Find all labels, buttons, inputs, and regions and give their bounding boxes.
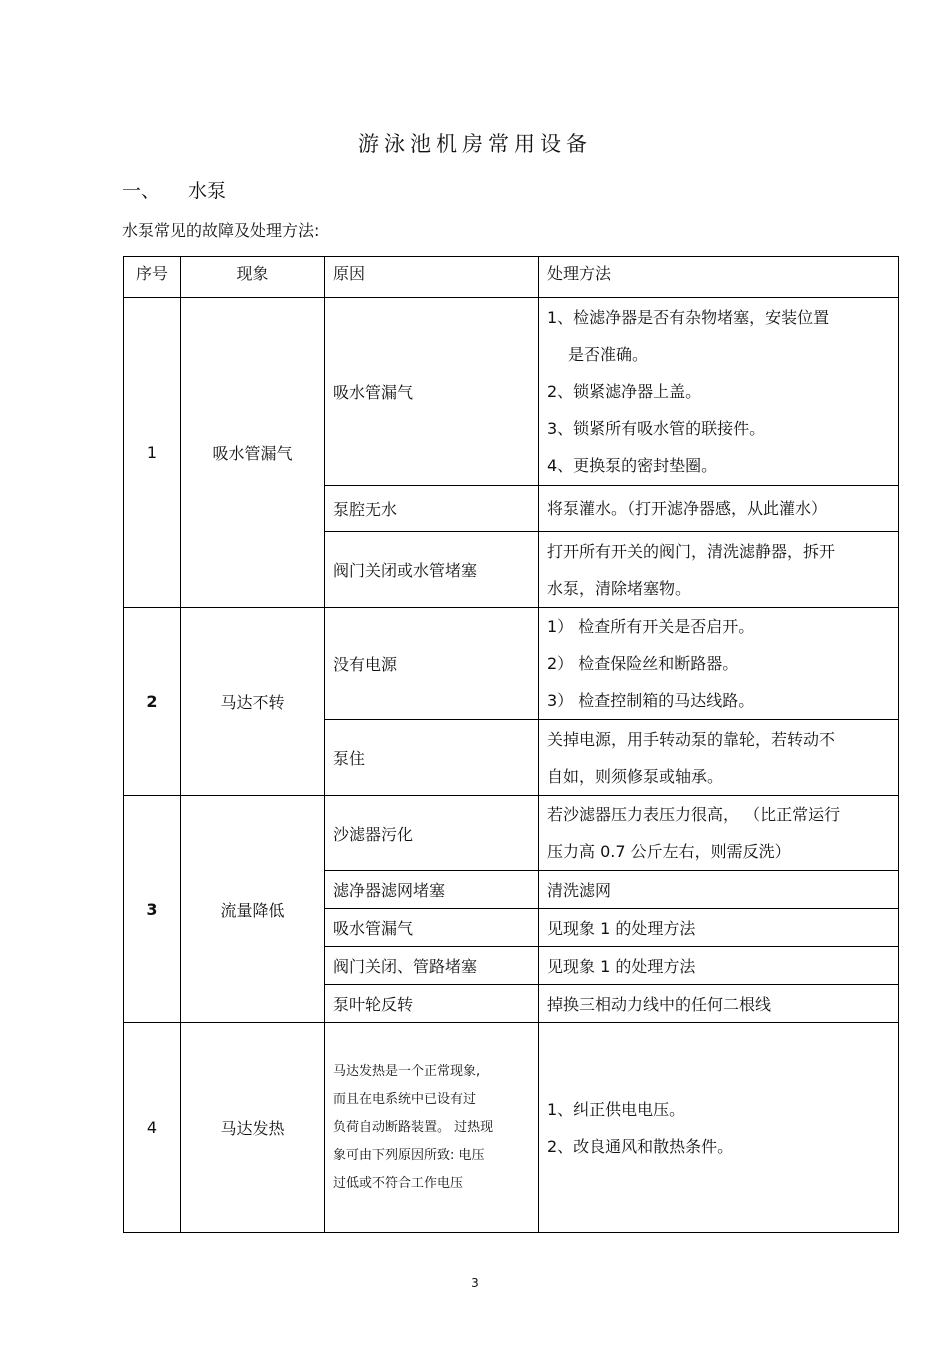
cause-line: 而且在电系统中已设有过	[333, 1091, 477, 1107]
fault-table	[123, 256, 899, 1233]
fix-cell	[539, 1023, 899, 1233]
cause-cell: 泵住	[325, 720, 539, 796]
header-cause: 原因	[325, 257, 539, 298]
group-3-phenomenon: 流量降低	[181, 796, 325, 1023]
fix-cell: 掉换三相动力线中的任何二根线	[539, 985, 899, 1023]
fix-cell: 见现象 1 的处理方法	[539, 947, 899, 985]
fix-line: 3、锁紧所有吸水管的联接件。	[547, 419, 766, 438]
cause-cell: 泵腔无水	[325, 486, 539, 532]
cause-cell: 泵叶轮反转	[325, 985, 539, 1023]
fix-line: 将泵灌水。（打开滤净器感，从此灌水）	[547, 499, 828, 518]
header-phenomenon: 现象	[181, 257, 325, 298]
table-header-row	[124, 257, 899, 298]
page-number: 3	[471, 1276, 479, 1290]
header-seq: 序号	[124, 257, 181, 298]
group-4-phenomenon: 马达发热	[181, 1023, 325, 1233]
cause-line: 过低或不符合工作电压	[333, 1175, 464, 1191]
fix-line: 1、检滤净器是否有杂物堵塞，安装位置	[547, 308, 830, 327]
group-3-seq: 3	[124, 796, 181, 1023]
section-number: 一、	[122, 180, 161, 202]
cause-line: 负荷自动断路装置。 过热现	[333, 1119, 494, 1135]
fix-cell	[539, 608, 899, 720]
fix-line: 2、锁紧滤净器上盖。	[547, 382, 702, 401]
cause-line: 象可由下列原因所致: 电压	[333, 1147, 485, 1163]
cause-cell	[325, 1023, 539, 1233]
cause-cell: 阀门关闭或水管堵塞	[325, 532, 539, 608]
fix-line: 是否准确。	[568, 345, 649, 364]
page-title: 游泳池机房常用设备	[358, 132, 592, 156]
table-row	[124, 796, 899, 871]
group-4-seq: 4	[124, 1023, 181, 1233]
group-2-phenomenon: 马达不转	[181, 608, 325, 796]
fix-cell: 见现象 1 的处理方法	[539, 909, 899, 947]
fix-line: 压力高 0.7 公斤左右，则需反洗）	[547, 842, 791, 861]
fix-line: 3） 检查控制箱的马达线路。	[547, 691, 755, 710]
section-title: 水泵	[188, 180, 227, 202]
fix-cell	[539, 532, 899, 608]
group-1-seq: 1	[124, 298, 181, 608]
cause-cell: 吸水管漏气	[325, 298, 539, 486]
fix-line: 1） 检查所有开关是否启开。	[547, 617, 755, 636]
section-heading	[122, 176, 226, 203]
header-fix: 处理方法	[539, 257, 899, 298]
fix-cell	[539, 720, 899, 796]
table-row	[124, 298, 899, 486]
fix-line: 4、更换泵的密封垫圈。	[547, 456, 718, 475]
table-row	[124, 1023, 899, 1233]
fix-line: 1、纠正供电电压。	[547, 1099, 686, 1119]
group-2-seq: 2	[124, 608, 181, 796]
fix-cell: 清洗滤网	[539, 871, 899, 909]
table-row	[124, 608, 899, 720]
table-caption: 水泵常见的故障及处理方法:	[122, 221, 320, 240]
fix-cell	[539, 796, 899, 871]
fix-cell	[539, 298, 899, 486]
fix-line: 2） 检查保险丝和断路器。	[547, 654, 739, 673]
fix-line: 打开所有开关的阀门，清洗滤静器，拆开	[547, 541, 836, 561]
cause-cell: 阀门关闭、管路堵塞	[325, 947, 539, 985]
group-1-phenomenon: 吸水管漏气	[181, 298, 325, 608]
fix-line: 2、改良通风和散热条件。	[547, 1136, 734, 1156]
fix-line: 水泵，清除堵塞物。	[547, 578, 692, 598]
fix-line: 自如，则须修泵或轴承。	[547, 766, 724, 786]
fix-line: 若沙滤器压力表压力很高， （比正常运行	[547, 805, 841, 824]
cause-cell: 沙滤器污化	[325, 796, 539, 871]
cause-cell: 没有电源	[325, 608, 539, 720]
cause-line: 马达发热是一个正常现象,	[333, 1063, 481, 1079]
fix-cell	[539, 486, 899, 532]
cause-cell: 吸水管漏气	[325, 909, 539, 947]
cause-cell: 滤净器滤网堵塞	[325, 871, 539, 909]
fix-line: 关掉电源，用手转动泵的靠轮，若转动不	[547, 729, 836, 749]
